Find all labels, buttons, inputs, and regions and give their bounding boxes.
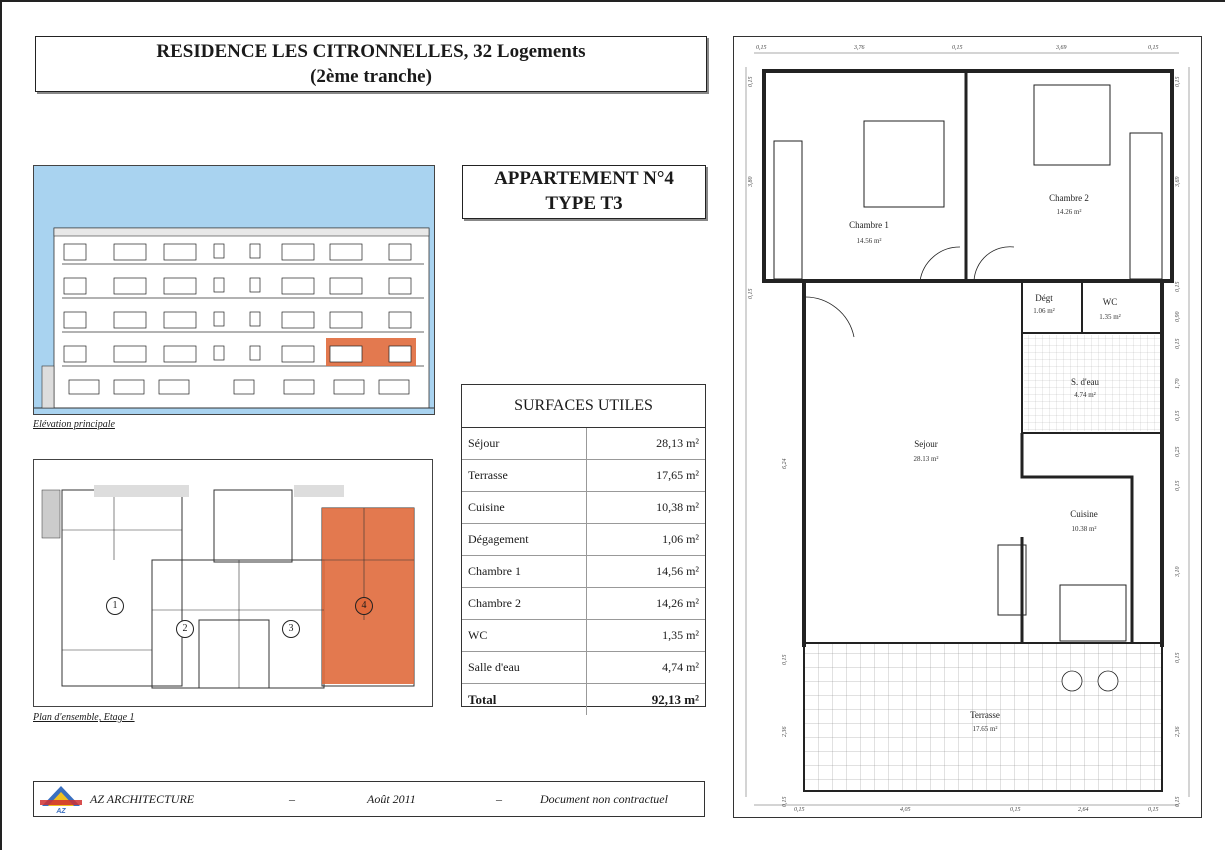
room-terrasse-area: 17.65 m² — [972, 725, 998, 733]
apartment-type: TYPE T3 — [545, 193, 623, 214]
dim-right: 0,15 — [1175, 281, 1181, 292]
footer-date: Août 2011 — [367, 792, 416, 806]
room-chambre-2-label: Chambre 2 — [1049, 193, 1089, 203]
unit-marker-4: 4 — [355, 597, 373, 615]
surfaces-title: SURFACES UTILES — [462, 385, 705, 428]
room-salle-eau-label: S. d'eau — [1070, 377, 1100, 387]
room-cuisine-area: 10.38 m² — [1071, 525, 1097, 533]
dim-right: 3,69 — [1175, 176, 1181, 187]
dim-left: 0,15 — [748, 76, 754, 87]
room-terrasse-label: Terrasse — [970, 710, 1000, 720]
footer-note: Document non contractuel — [540, 792, 668, 806]
row-label: Chambre 1 — [462, 556, 587, 587]
site-plan-caption: Plan d'ensemble, Etage 1 — [33, 712, 135, 723]
apartment-number: APPARTEMENT N°4 — [494, 168, 674, 189]
elevation-caption: Elévation principale — [33, 419, 115, 430]
row-label: Cuisine — [462, 492, 587, 523]
elevation-drawing — [33, 165, 435, 415]
az-logo-icon — [36, 784, 86, 814]
unit-marker-2: 2 — [176, 620, 194, 638]
row-value: 10,38 m² — [656, 500, 699, 514]
room-cuisine-label: Cuisine — [1070, 509, 1098, 519]
dim-bottom: 2,64 — [1078, 807, 1089, 813]
row-value: 17,65 m² — [656, 468, 699, 482]
table-row — [462, 524, 705, 556]
dim-top: 3,69 — [1056, 45, 1067, 51]
row-value: 28,13 m² — [656, 436, 699, 450]
dim-top: 0,15 — [756, 45, 767, 51]
dim-top: 0,15 — [952, 45, 963, 51]
room-chambre-1-label: Chambre 1 — [849, 220, 889, 230]
dim-left: 0,15 — [748, 288, 754, 299]
title-line-1: RESIDENCE LES CITRONNELLES, 32 Logements — [156, 41, 586, 62]
footer-bar — [33, 781, 705, 817]
dim-right: 0,15 — [1175, 76, 1181, 87]
row-value: 14,26 m² — [656, 596, 699, 610]
table-row — [462, 652, 705, 684]
dim-right: 3,10 — [1175, 566, 1181, 577]
room-sejour-area: 28.13 m² — [913, 455, 939, 463]
table-row — [462, 460, 705, 492]
dim-left: 3,80 — [748, 176, 754, 187]
table-row — [462, 492, 705, 524]
title-line-2: (2ème tranche) — [310, 66, 432, 87]
table-row — [462, 588, 705, 620]
dim-left: 0,15 — [782, 796, 788, 807]
dim-right: 0,15 — [1175, 652, 1181, 663]
sheet-border-top — [0, 0, 1225, 2]
row-value: 4,74 m² — [662, 660, 699, 674]
apartment-title — [462, 165, 706, 219]
room-chambre-2-area: 14.26 m² — [1056, 208, 1082, 216]
surfaces-table — [461, 384, 706, 707]
apartment-floor-plan — [733, 36, 1202, 818]
dim-bottom: 0,15 — [794, 807, 805, 813]
unit-marker-1: 1 — [106, 597, 124, 615]
room-degagement-area: 1.06 m² — [1033, 307, 1055, 315]
sheet-border-left — [0, 0, 2, 850]
table-row — [462, 428, 705, 460]
room-degagement-label: Dégt — [1035, 293, 1053, 303]
dim-bottom: 0,15 — [1010, 807, 1021, 813]
room-wc-area: 1.35 m² — [1099, 313, 1121, 321]
dim-bottom: 4,05 — [900, 807, 911, 813]
row-value: 1,06 m² — [662, 532, 699, 546]
dim-right: 1,70 — [1175, 378, 1181, 389]
room-salle-eau-area: 4.74 m² — [1074, 391, 1096, 399]
row-label: Séjour — [462, 428, 587, 459]
document-title — [35, 36, 707, 92]
table-row — [462, 620, 705, 652]
dim-right: 2,36 — [1175, 726, 1181, 737]
footer-separator-1: – — [289, 792, 295, 806]
dim-right: 0,15 — [1175, 410, 1181, 421]
footer-separator-2: – — [496, 792, 502, 806]
room-wc-label: WC — [1102, 297, 1118, 307]
unit-marker-3: 3 — [282, 620, 300, 638]
row-label: Terrasse — [462, 460, 587, 491]
svg-text:AZ: AZ — [56, 808, 66, 814]
total-label: Total — [462, 684, 587, 715]
dim-top: 0,15 — [1148, 45, 1159, 51]
room-sejour-label: Sejour — [914, 439, 938, 449]
dim-right: 0,15 — [1175, 338, 1181, 349]
dim-left: 6,24 — [782, 458, 788, 469]
dim-left: 2,36 — [782, 726, 788, 737]
dim-right: 0,25 — [1175, 446, 1181, 457]
dim-top: 3,76 — [854, 45, 865, 51]
total-value: 92,13 m² — [651, 692, 699, 707]
room-chambre-1-area: 14.56 m² — [856, 237, 882, 245]
dim-right: 0,15 — [1175, 480, 1181, 491]
dim-right: 0,15 — [1175, 796, 1181, 807]
row-label: Dégagement — [462, 524, 587, 555]
row-label: WC — [462, 620, 587, 651]
footer-firm: AZ ARCHITECTURE — [90, 792, 195, 806]
row-value: 1,35 m² — [662, 628, 699, 642]
dim-right: 0,90 — [1175, 311, 1181, 322]
dim-bottom: 0,15 — [1148, 807, 1159, 813]
total-row — [462, 684, 705, 715]
row-label: Salle d'eau — [462, 652, 587, 683]
row-value: 14,56 m² — [656, 564, 699, 578]
site-plan-drawing — [33, 459, 433, 707]
dim-left: 0,15 — [782, 654, 788, 665]
table-row — [462, 556, 705, 588]
row-label: Chambre 2 — [462, 588, 587, 619]
